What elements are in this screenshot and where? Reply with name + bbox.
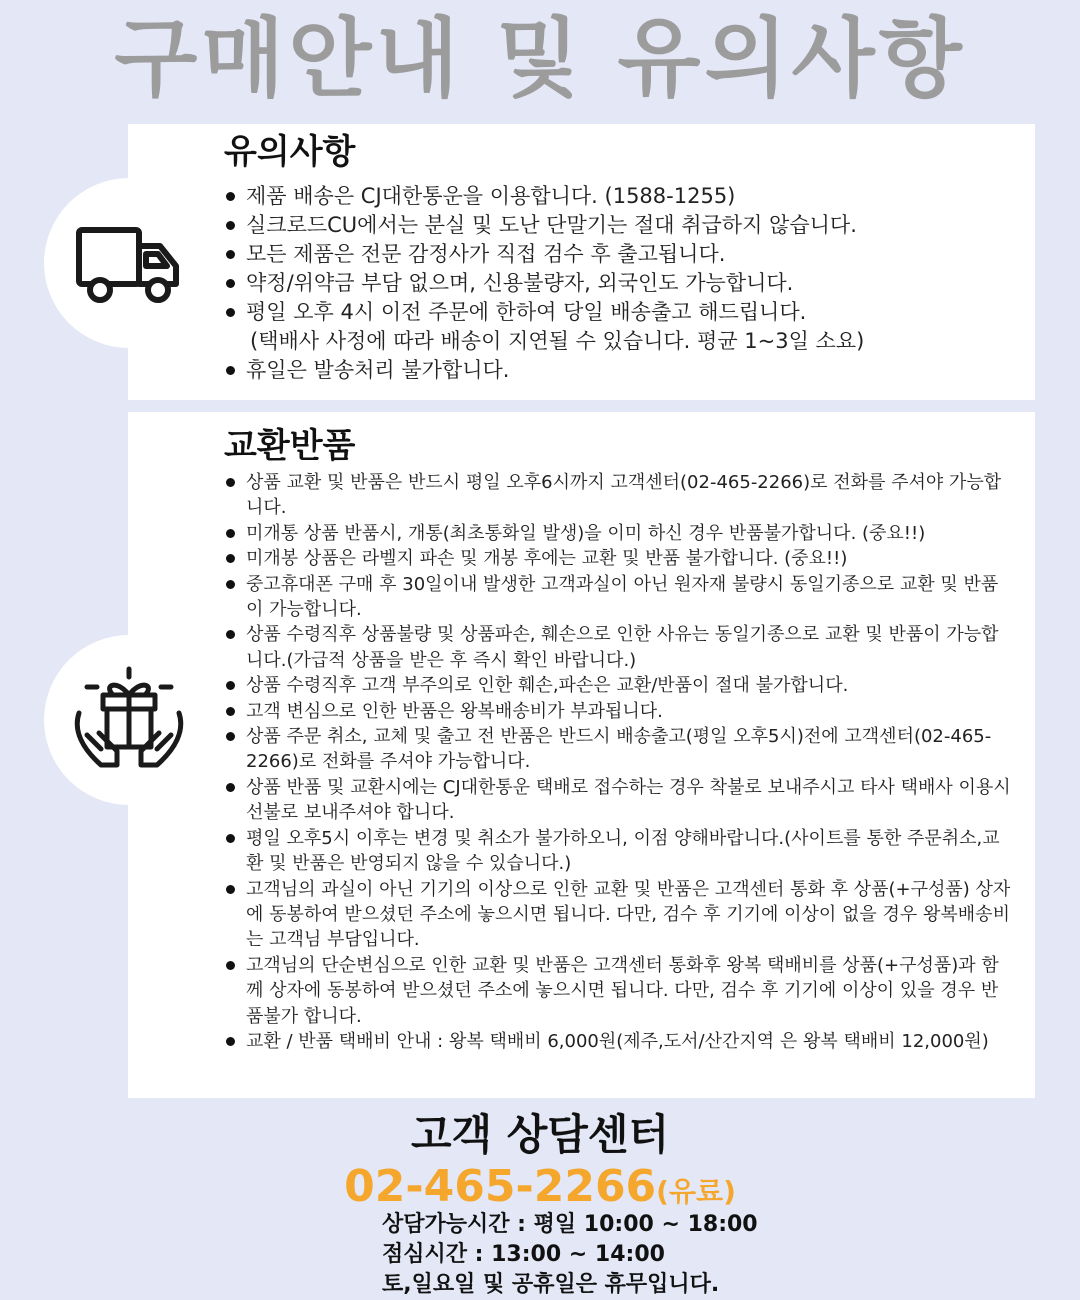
customer-center-info [382,1210,758,1300]
list-item: 약정/위약금 부담 없으며, 신용불량자, 외국인도 가능합니다. [224,269,1024,298]
phone-paid-note: (유료) [656,1175,736,1208]
list-item: 고객 변심으로 인한 반품은 왕복배송비가 부과됩니다. [224,699,1014,724]
list-item: 평일 오후 4시 이전 주문에 한하여 당일 배송출고 해드립니다. (택배사 사정에 따라 배송이 지연될 수 있습니다. 평균 1~3일 소요) [224,298,1024,356]
list-item: 상품 수령직후 상품불량 및 상품파손, 훼손으로 인한 사유는 동일기종으로 교환 및 반품이 가능합니다.(가급적 상품을 받은 후 즉시 확인 바랍니다.) [224,622,1014,673]
list-item: 고객님의 단순변심으로 인한 교환 및 반품은 고객센터 통화후 왕복 택배비를 상품(+구성품)과 함께 상자에 동봉하여 받으셨던 주소에 놓으시면 됩니다. 다만, 검수 후 기기에 이상이 있을 경우 반품불가 합니다. [224,953,1014,1029]
list-item: 상품 반품 및 교환시에는 CJ대한통운 택배로 접수하는 경우 착불로 보내주시고 타사 택배사 이용시 선불로 보내주셔야 합니다. [224,775,1014,826]
list-item: 중고휴대폰 구매 후 30일이내 발생한 고객과실이 아닌 원자재 불량시 동일기종으로 교환 및 반품이 가능합니다. [224,572,1014,623]
notice-title: 유의사항 [224,132,356,172]
customer-center-title: 고객 상담센터 [410,1110,670,1159]
list-item: 평일 오후5시 이후는 변경 및 취소가 불가하오니, 이점 양해바랍니다.(사이트를 통한 주문취소,교환 및 반품은 반영되지 않을 수 있습니다.) [224,826,1014,877]
exchange-list [224,470,1014,1054]
list-item: 휴일은 발송처리 불가합니다. [224,356,1024,385]
holiday-notice: 토,일요일 및 공휴일은 휴무입니다. [382,1272,720,1297]
phone-number: 02-465-2266 [344,1161,657,1212]
list-item: 상품 주문 취소, 교체 및 출고 전 반품은 반드시 배송출고(평일 오후5시)전에 고객센터(02-465-2266)로 전화를 주셔야 가능합니다. [224,724,1014,775]
list-item: 교환 / 반품 택배비 안내 : 왕복 택배비 6,000원(제주,도서/산간지역 은 왕복 택배비 12,000원) [224,1029,1014,1054]
list-item: 상품 수령직후 고객 부주의로 인한 훼손,파손은 교환/반품이 절대 불가합니다. [224,673,1014,698]
gift-hands-icon [69,665,189,775]
truck-icon-badge [44,178,214,348]
truck-icon [74,218,184,308]
business-hours: 상담가능시간 : 평일 10:00 ~ 18:00 [382,1212,758,1237]
list-item: 실크로드CU에서는 분실 및 도난 단말기는 절대 취급하지 않습니다. [224,211,1024,240]
list-item-subline: (택배사 사정에 따라 배송이 지연될 수 있습니다. 평균 1~3일 소요) [250,329,865,353]
lunch-hours: 점심시간 : 13:00 ~ 14:00 [382,1242,665,1267]
list-item: 모든 제품은 전문 감정사가 직접 검수 후 출고됩니다. [224,240,1024,269]
notice-card [128,124,1035,400]
exchange-title: 교환반품 [224,426,356,466]
list-item: 제품 배송은 CJ대한통운을 이용합니다. (1588-1255) [224,182,1024,211]
page-title: 구매안내 및 유의사항 [114,9,966,109]
list-item: 미개통 상품 반품시, 개통(최초통화일 발생)을 이미 하신 경우 반품불가합니다. (중요!!) [224,521,1014,546]
list-item: 상품 교환 및 반품은 반드시 평일 오후6시까지 고객센터(02-465-2266)로 전화를 주셔야 가능합니다. [224,470,1014,521]
gift-icon-badge [44,635,214,805]
list-item: 고객님의 과실이 아닌 기기의 이상으로 인한 교환 및 반품은 고객센터 통화 후 상품(+구성품) 상자에 동봉하여 받으셨던 주소에 놓으시면 됩니다. 다만, 검수 후 기기에 이상이 없을 경우 왕복배송비는 고객님 부담입니다. [224,877,1014,953]
exchange-card [128,412,1035,1098]
list-item: 미개봉 상품은 라벨지 파손 및 개봉 후에는 교환 및 반품 불가합니다. (중요!!) [224,546,1014,571]
notice-list [224,182,1024,385]
